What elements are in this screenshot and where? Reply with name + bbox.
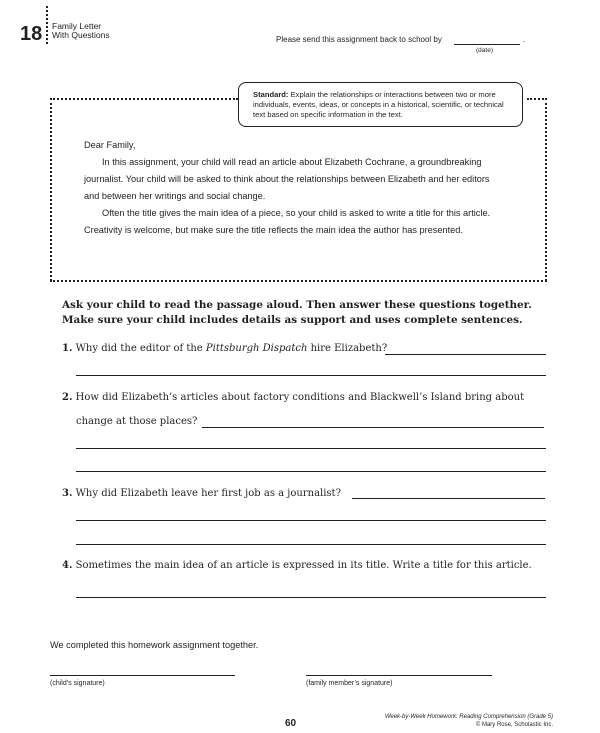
question-1-text-after: hire Elizabeth? xyxy=(310,343,388,354)
standard-box xyxy=(238,82,523,127)
header-divider xyxy=(46,6,48,44)
answer-3-line-a[interactable] xyxy=(352,498,545,499)
question-3-number: 3. xyxy=(62,488,73,499)
header-title xyxy=(52,22,110,40)
answer-3-line-c[interactable] xyxy=(76,544,546,545)
letter-box-border-right xyxy=(545,98,547,281)
letter-greeting: Dear Family, xyxy=(84,140,136,150)
family-letter xyxy=(84,137,504,239)
answer-3-line-b[interactable] xyxy=(76,520,546,521)
credit-book-title: Week-by-Week Homework: Reading Comprehension (Grade 5) xyxy=(384,714,553,720)
standard-label: Standard: xyxy=(253,90,289,99)
answer-1-line-b[interactable] xyxy=(76,375,546,376)
header-title-line2: With Questions xyxy=(52,30,110,40)
question-2-line1: How did Elizabeth’s articles about factory conditions and Blackwell’s Island bring about xyxy=(75,392,525,403)
question-1-number: 1. xyxy=(62,343,73,354)
question-1-italic: Pittsburgh Dispatch xyxy=(205,343,308,354)
answer-2-line-b[interactable] xyxy=(76,448,546,449)
answer-1-line-a[interactable] xyxy=(385,354,546,355)
answer-2-line-a[interactable] xyxy=(202,427,544,428)
question-4-text: Sometimes the main idea of an article is expressed in its title. Write a title for this article. xyxy=(75,560,532,571)
credit-copyright: © Mary Rose, Scholastic Inc. xyxy=(475,722,553,728)
family-signature-label: (family member’s signature) xyxy=(306,680,393,687)
page-number: 60 xyxy=(285,718,297,729)
answer-2-line-c[interactable] xyxy=(76,471,546,472)
header-title-line1: Family Letter xyxy=(52,21,102,31)
question-2 xyxy=(62,392,524,403)
letter-box-border-left xyxy=(50,98,52,281)
letter-box-border-top-right xyxy=(527,98,547,100)
letter-paragraph-1: In this assignment, your child will read an article about Elizabeth Cochrane, a groundbreaking journalist. Your child will be asked to think about the relationships between Elizabeth and her editors and between her writings and social change. xyxy=(84,157,490,201)
return-date-label: (date) xyxy=(476,47,493,54)
child-signature-label: (child’s signature) xyxy=(50,680,105,687)
family-signature-line[interactable] xyxy=(306,675,492,676)
return-date-field[interactable] xyxy=(454,44,520,45)
standard-text: Explain the relationships or interactions between two or more individuals, events, ideas, or concepts in a historical, scientific, or technical text based on specific information in the text. xyxy=(253,90,504,119)
return-instruction: Please send this assignment back to school by xyxy=(276,35,442,44)
question-1-text-before: Why did the editor of the xyxy=(75,343,203,354)
question-1 xyxy=(62,343,387,354)
week-number: 18 xyxy=(20,23,43,45)
question-2-line2: change at those places? xyxy=(76,416,198,427)
child-signature-line[interactable] xyxy=(50,675,235,676)
letter-box-border-bottom xyxy=(50,280,547,282)
question-3-text: Why did Elizabeth leave her first job as a journalist? xyxy=(75,488,341,499)
letter-paragraph-2: Often the title gives the main idea of a piece, so your child is asked to write a title for this article. Creativity is welcome, but make sure the title reflects the main idea the author has presented. xyxy=(84,208,491,235)
question-4 xyxy=(62,560,532,571)
question-4-number: 4. xyxy=(62,560,73,571)
completed-statement: We completed this homework assignment together. xyxy=(50,640,259,650)
question-3 xyxy=(62,488,341,499)
answer-4-line[interactable] xyxy=(76,597,546,598)
instructions: Ask your child to read the passage aloud. Then answer these questions together. Make sure your child includes details as support and uses complete sentences. xyxy=(62,299,532,326)
return-punctuation: . xyxy=(523,35,526,44)
question-2-number: 2. xyxy=(62,392,73,403)
letter-box-border-top-left xyxy=(50,98,238,100)
